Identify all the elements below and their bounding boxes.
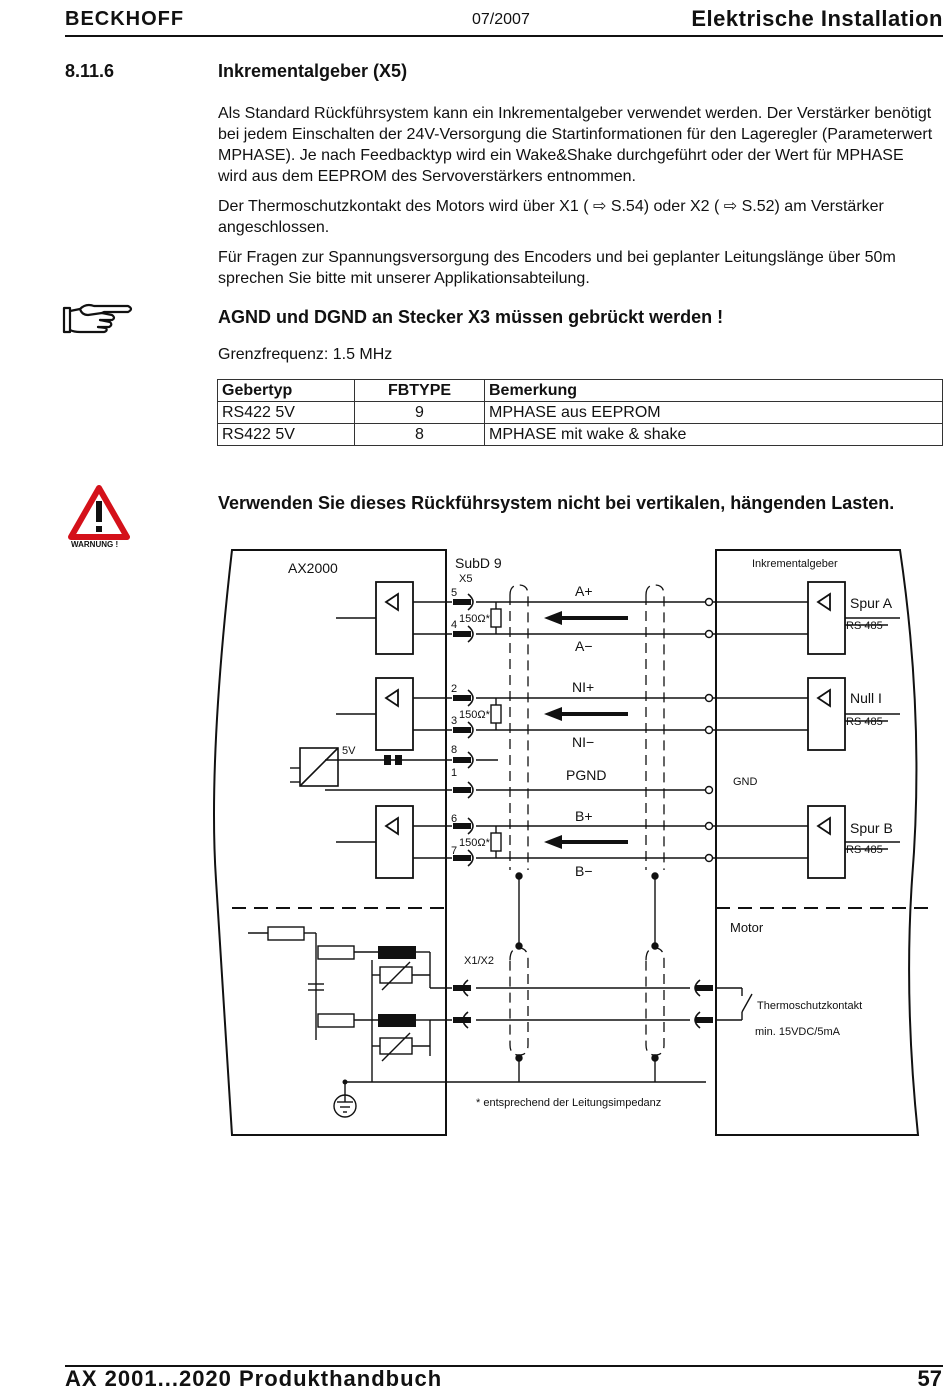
- table-cell: RS422 5V: [218, 402, 355, 424]
- resistor-label: 150Ω*: [459, 613, 490, 625]
- rs485-label: RS 485: [846, 620, 883, 632]
- signal-label: PGND: [566, 767, 607, 783]
- terminal-circles: [706, 599, 713, 862]
- signal-label: NI+: [572, 679, 595, 695]
- resistor-label: 150Ω*: [459, 837, 490, 849]
- section-title: Inkrementalgeber (X5): [218, 61, 408, 81]
- pin-label: 8: [451, 744, 458, 756]
- table-cell: 8: [355, 424, 485, 446]
- ground-icon: [334, 1095, 356, 1117]
- paragraph-thermo: Der Thermoschutzkontakt des Motors wird über X1 ( ⇨ S.54) oder X2 ( ⇨ S.52) am Verstärker angeschlossen.: [218, 198, 884, 236]
- table-cell: MPHASE mit wake & shake: [485, 424, 943, 446]
- table-cell: 9: [355, 402, 485, 424]
- footnote-label: * entsprechend der Leitungsimpedanz: [476, 1097, 662, 1109]
- driver-a-box: [808, 582, 845, 654]
- header-date: 07/2007: [472, 11, 530, 28]
- pin-label: 2: [451, 683, 458, 695]
- pin-label: 1: [451, 767, 458, 779]
- signal-label: A+: [575, 583, 593, 599]
- warning-label: WARNUNG !: [71, 540, 119, 549]
- pin-label: 7: [451, 845, 458, 857]
- x1x2-label: X1/X2: [464, 955, 494, 967]
- footer-title: AX 2001...2020 Produkthandbuch: [65, 1366, 443, 1391]
- channel-label: Spur A: [850, 595, 893, 611]
- signal-label: B+: [575, 808, 593, 824]
- paragraph-intro: Als Standard Rückführsystem kann ein Inkrementalgeber verwendet werden. Der Verstärker benötigt bei jedem Einschalten der 24V-Versorgung die Startinformationen für den Lageregler (Parameterwert MPHASE). Je nach Feedbacktyp wird ein Wake&Shake durchgeführt oder der Wert für MPHASE wird aus dem EEPROM des Servoverstärkers entnommen.: [218, 105, 933, 185]
- signal-label: A−: [575, 638, 593, 654]
- table-header-gebertyp: Gebertyp: [218, 380, 355, 402]
- pin-label: 6: [451, 813, 458, 825]
- dc-dc-converter: [300, 748, 338, 786]
- notice-text: AGND und DGND an Stecker X3 müssen gebrückt werden !: [218, 307, 724, 327]
- signal-label: NI−: [572, 734, 595, 750]
- pin-label: 5: [451, 587, 458, 599]
- pin-label: 3: [451, 715, 458, 727]
- table-header-fbtype: FBTYPE: [355, 380, 485, 402]
- label-encoder: Inkrementalgeber: [752, 558, 838, 570]
- rs485-label: RS 485: [846, 716, 883, 728]
- signal-label: B−: [575, 863, 593, 879]
- table-cell: RS422 5V: [218, 424, 355, 446]
- thermo-input-circuit: [248, 927, 752, 1096]
- channel-label: Null I: [850, 690, 882, 706]
- receiver-ni-box: [376, 678, 413, 750]
- driver-ni-box: [808, 678, 845, 750]
- thermo-label: Thermoschutzkontakt: [757, 1000, 863, 1012]
- resistor-label: 150Ω*: [459, 709, 490, 721]
- table-header-bemerkung: Bemerkung: [485, 380, 943, 402]
- section-number: 8.11.6: [65, 61, 115, 81]
- paragraph-supply: Für Fragen zur Spannungsversorgung des Encoders und bei geplanter Leitungslänge über 50m sprechen Sie bitte mit unserer Applikationsabteilung.: [218, 249, 896, 287]
- receiver-b-box: [376, 806, 413, 878]
- cutoff-frequency: Grenzfrequenz: 1.5 MHz: [218, 346, 393, 363]
- brand-logo: BECKHOFF: [65, 8, 185, 30]
- rs485-label: RS 485: [846, 844, 883, 856]
- label-connector-id: X5: [459, 573, 473, 585]
- channel-label: Spur B: [850, 820, 893, 836]
- page-number: 57: [917, 1366, 942, 1391]
- thermo-spec-label: min. 15VDC/5mA: [755, 1026, 840, 1038]
- label-amplifier: AX2000: [288, 560, 338, 576]
- driver-b-box: [808, 806, 845, 878]
- pin-label: 4: [451, 619, 458, 631]
- supply-label: 5V: [342, 745, 356, 757]
- warning-text: Verwenden Sie dieses Rückführsystem nicht bei vertikalen, hängenden Lasten.: [218, 493, 895, 513]
- receiver-a-box: [376, 582, 413, 654]
- gnd-label: GND: [733, 776, 758, 788]
- table-cell: MPHASE aus EEPROM: [485, 402, 943, 424]
- label-connector: SubD 9: [455, 555, 502, 571]
- header-section-title: Elektrische Installation: [691, 6, 943, 31]
- label-motor: Motor: [730, 920, 764, 935]
